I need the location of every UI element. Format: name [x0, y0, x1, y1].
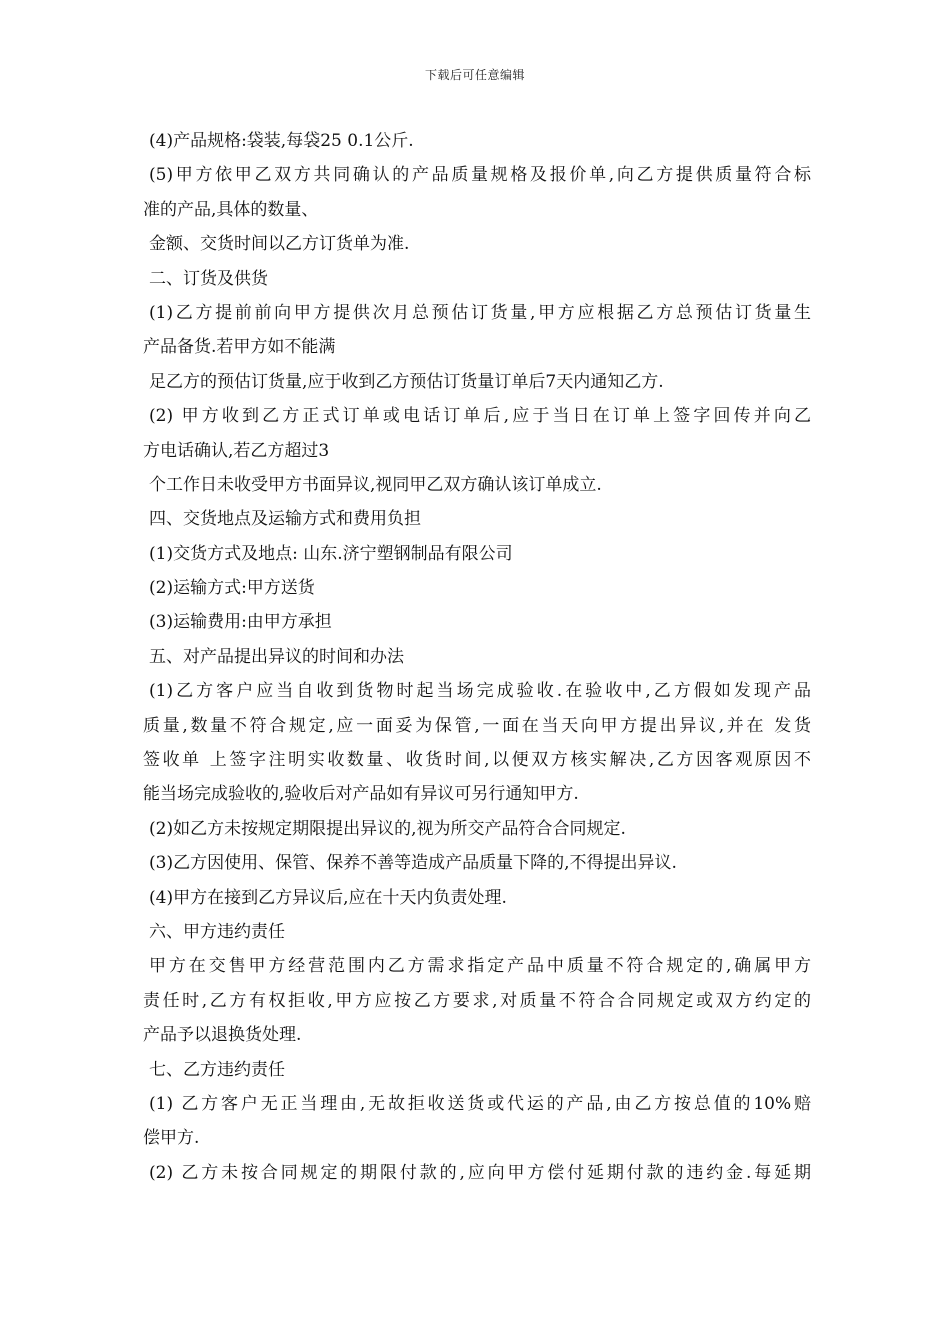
text-line: (2) 乙方未按合同规定的期限付款的,应向甲方偿付延期付款的违约金.每延期: [149, 1162, 811, 1183]
text-line: 方电话确认,若乙方超过3: [143, 440, 330, 461]
text-line: 六、甲方违约责任: [149, 921, 285, 942]
text-line: 七、乙方违约责任: [149, 1059, 285, 1080]
text-line: (1)交货方式及地点: 山东.济宁塑钢制品有限公司: [149, 543, 513, 564]
text-line: 二、订货及供货: [149, 268, 268, 289]
text-line: (3)乙方因使用、保管、保养不善等造成产品质量下降的,不得提出异议.: [149, 853, 677, 874]
text-line: 四、交货地点及运输方式和费用负担: [149, 509, 421, 530]
text-line: 足乙方的预估订货量,应于收到乙方预估订货量订单后7天内通知乙方.: [149, 371, 664, 392]
text-line: (1)乙方客户应当自收到货物时起当场完成验收.在验收中,乙方假如发现产品: [149, 681, 811, 702]
text-line: (4)产品规格:袋装,每袋25 0.1公斤.: [149, 131, 414, 151]
text-line: 准的产品,具体的数量、: [143, 199, 319, 220]
text-line: 能当场完成验收的,验收后对产品如有异议可另行通知甲方.: [143, 784, 579, 805]
text-line: (1) 乙方客户无正当理由,无故拒收送货或代运的产品,由乙方按总值的10%赔: [149, 1093, 811, 1114]
text-line: (1)乙方提前前向甲方提供次月总预估订货量,甲方应根据乙方总预估订货量生: [149, 302, 811, 323]
text-line: 个工作日未收受甲方书面异议,视同甲乙双方确认该订单成立.: [149, 474, 602, 495]
text-line: (5)甲方依甲乙双方共同确认的产品质量规格及报价单,向乙方提供质量符合标: [149, 165, 811, 186]
text-line: 五、对产品提出异议的时间和办法: [149, 646, 404, 667]
text-line: 产品备货.若甲方如不能满: [143, 337, 336, 358]
text-line: 金额、交货时间以乙方订货单为准.: [149, 234, 410, 255]
page-header: 下载后可任意编辑: [424, 68, 525, 82]
document-body: [143, 124, 811, 1190]
text-line: (2)运输方式:甲方送货: [149, 578, 315, 599]
text-line: 甲方在交售甲方经营范围内乙方需求指定产品中质量不符合规定的,确属甲方: [149, 956, 811, 977]
text-line: 责任时,乙方有权拒收,甲方应按乙方要求,对质量不符合合同规定或双方约定的: [143, 990, 811, 1011]
text-line: 签收单 上签字注明实收数量、收货时间,以便双方核实解决,乙方因客观原因不: [143, 750, 811, 771]
text-line: 产品予以退换货处理.: [143, 1025, 302, 1046]
text-line: (2) 甲方收到乙方正式订单或电话订单后,应于当日在订单上签字回传并向乙: [149, 406, 811, 427]
text-line: 质量,数量不符合规定,应一面妥为保管,一面在当天向甲方提出异议,并在 发货: [143, 715, 811, 736]
text-line: (2)如乙方未按规定期限提出异议的,视为所交产品符合合同规定.: [149, 818, 626, 839]
text-line: 偿甲方.: [143, 1128, 200, 1149]
text-line: (3)运输费用:由甲方承担: [149, 612, 332, 633]
text-line: (4)甲方在接到乙方异议后,应在十天内负责处理.: [149, 887, 507, 908]
